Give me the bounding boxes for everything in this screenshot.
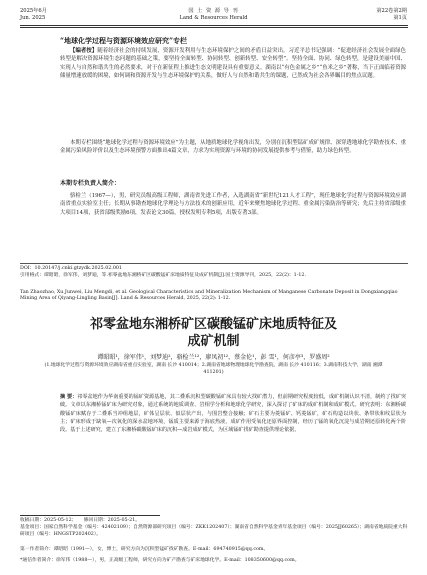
journal-volume: 第22卷第2期 (376, 8, 407, 14)
abstract (60, 393, 406, 434)
article-title-line1: 祁零盆地东湘桥矿区碳酸锰矿床地质特征及 (89, 317, 337, 332)
author-list: 谭昭昭¹，徐军伟¹，刘梦迪²，骆检兰¹²，廖凤初¹²，蔡金伦¹，彭 雪¹，何彦亭³，罗盛周² (97, 354, 330, 361)
citation-cn: 引用格式：谭昭昭，徐军伟，刘梦迪，等.祁零盆地东湘桥矿区碳酸锰矿床地质特征及成矿机制[J].国土资源导刊，2025，22(2)：1-12. (20, 273, 306, 278)
header-rule-thin (20, 27, 408, 28)
column-intro: 本期专栏围绕“地球化学过程与资源环境效应”为主题，从地质地球化学视角出发，分别在沉积型锰矿成矿规律、深穿透地球化学勘查技术、重金属污染风险评价以及生态环境预警方面推出4篇文章，力求为实现资源与环境的协同发展提供参考与借鉴，助力绿色转型。 (60, 140, 406, 155)
column-title: “地球化学过程与资源环境效应研究”专栏 (60, 36, 188, 45)
journal-date: 2025年6月 (20, 8, 47, 14)
doi: DOI：10.20147/j.cnki.gtzydk.2025.02.001 (20, 266, 122, 271)
footnote-fund: 基金项目：国家自然科学基金（编号：42402109）；自然资源部研究项目（编号：ZKK1202407）；湖南省自然科学基金青年基金项目（编号：2025JJ60265）；湖南省地质院重大科研项目（编号：HNGSTP202402）。 (20, 525, 408, 538)
editor-note-text: 随着经济社会的持续发展，资源开发利用与生态环境保护之间的矛盾日益突出。习近平总书记强调：“促进经济社会发展全面绿色转型是解决资源环境生态问题的基础之策，要坚持全面转型、协同转型、创新转型、安全转型”。坚持全面、协同、绿色转型，是建设美丽中国、实现人与自然和谐共生的必然要求，对于在新征程上推进生态文明建设具有重要意义。湖南以“有色金属之乡”“鱼米之乡”著称，当下正面临着资源储量增速放缓的困境，如何调和资源开发与生态环境保护的关系，做好人与自然和谐共生的课题，已然成为社会各界瞩目的焦点议题。 (60, 48, 406, 80)
footnote-rule (20, 515, 160, 516)
journal-date-en: Jun. 2025 (20, 15, 46, 21)
abstract-text: 祁零盆地作为华南重要的锰矿资源基地，其二叠系沉积型碳酸锰矿床具有较大找矿潜力，但前期研究程度较低，成矿机制认识不清，制约了找矿突破。文章以东湘桥锰矿床为研究对象，通过系统的地质调查、岩相学分析和地球化学研究，深入探讨了矿床的成矿机制和成矿模式。研究表明：东湘桥碳酸锰矿床赋存于二叠系当冲组地层，矿体呈层状、似层状产出，与围岩整合接触；矿石主要为菱锰矿、钙菱锰矿，矿石构造以块状、条带状和纹层状为主；矿床形成于缺氧—次氧化的深水盆地环境，锰质主要来源于海底热液，成矿作用受氧化还原界面控制，经历了锰的氧化沉淀与成岩期还原转化两个阶段。基于上述研究，建立了东湘桥碳酸锰矿床的沉积—成岩成矿模式，为区域锰矿找矿勘查提供理论依据。 (60, 394, 406, 434)
header-center (0, 8, 427, 22)
header-right (376, 8, 407, 22)
section-divider (20, 263, 408, 264)
header-rule (20, 25, 408, 26)
host-bio: 骆检兰（1967—），男，研究员级高级工程师，湖南省先进工作者，入选湖南省“新世纪121人才工程”，现任地球化学过程与资源环境效应湖南省重点实验室主任；长期从事勘查地球化学理论与方法技术的创新应用，近年来聚焦地球化学过程、重金属污染防治等研究；先后主持省部级重大项目14项，获省部级奖励6项，发表论文30篇，授权发明专利5项，出版专著3部。 (60, 193, 406, 216)
journal-name: 国 土 资 源 导 刊 (188, 8, 239, 14)
journal-name-en: Land & Resources Herald (179, 15, 248, 21)
editor-note-label: 【编者按】 (70, 48, 98, 54)
citation-en: Tan Zhaozhao, Xu Junwei, Liu Mengdi, et al. Geological Characteristics and Mineralization Mechanism of Manganese Carbonate Deposit in Dongxiangqiao Mining Area of Qiyang-Lingling Basin[J]. Land & Resources Herald, 2025, 22(2): 1-12. (20, 290, 398, 302)
footnote-received: 收稿日期：2025-05-12； 修回日期：2025-05-21。 (20, 518, 141, 523)
article-title-line2: 成矿机制 (187, 334, 240, 349)
footnote-first-author: 第一作者简介：谭昭昭（1991—），女，博士，研究方向为沉积型锰矿找矿勘查。E-mail：694740915@qq.com。 (20, 547, 269, 552)
affiliations: (1.地球化学过程与资源环境效应湖南省重点实验室，湖南 长沙 410014；2.湖南省地球物理地球化学勘查院，湖南 长沙 410116；3.湖南科技大学，湖南 湘潭 411201) (44, 363, 383, 375)
article-title (0, 316, 427, 350)
footnote-corresponding: *通信作者简介：徐军伟（1988—），男，正高级工程师，研究方向为矿产勘查与矿床地球化学。E-mail：108350600@qq.com。 (20, 558, 300, 563)
abstract-label: 摘 要： (60, 394, 78, 400)
page-number: 第1页 (393, 15, 407, 21)
host-heading: 本期专栏负责人简介： (60, 180, 121, 187)
editor-note (60, 47, 406, 81)
